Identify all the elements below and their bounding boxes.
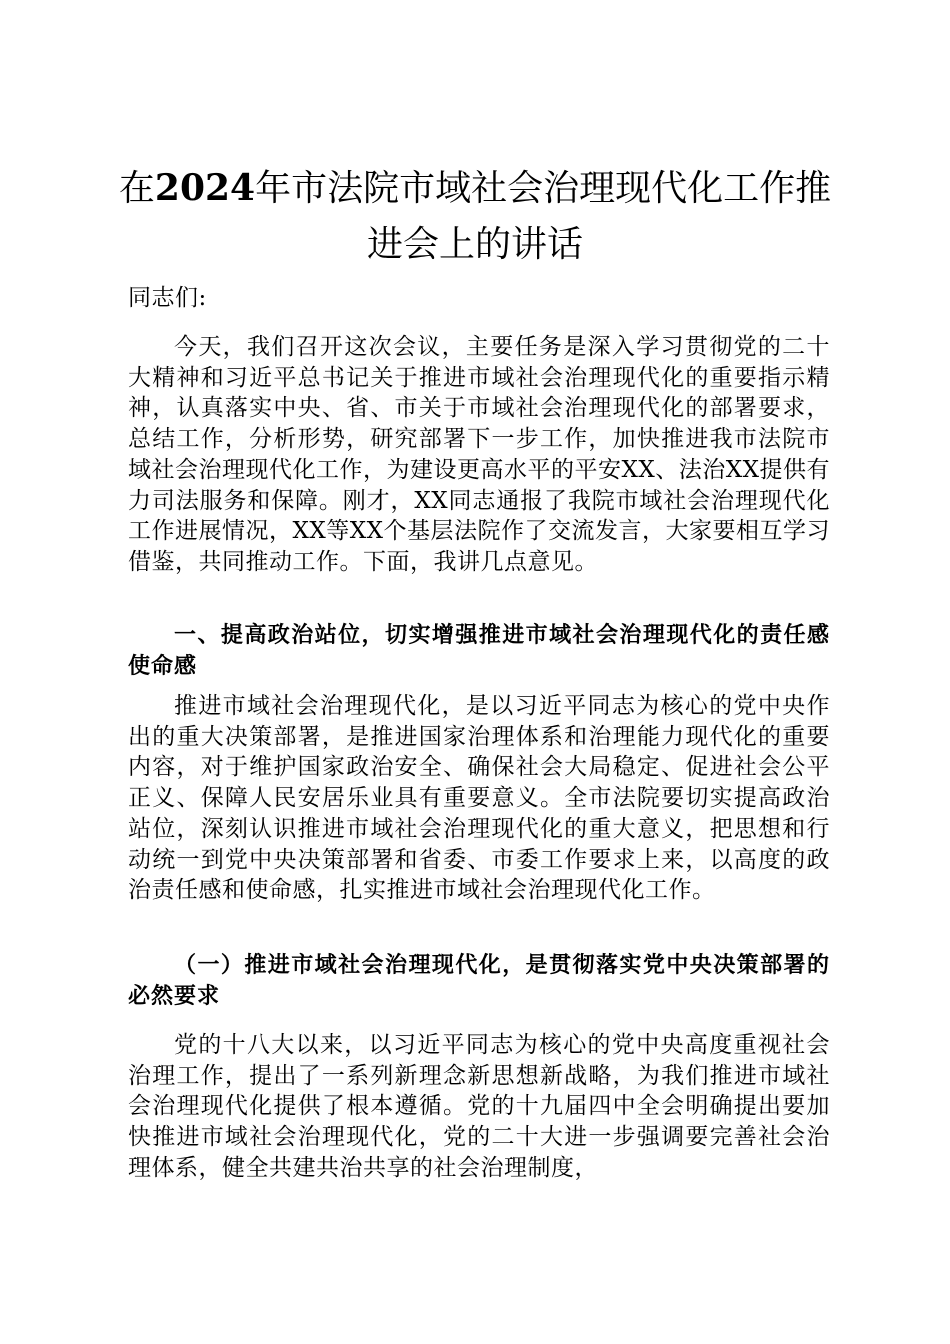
subsection-heading-1: （一）推进市域社会治理现代化，是贯彻落实党中央决策部署的必然要求: [128, 953, 830, 1009]
paragraph-opening: 今天，我们召开这次会议，主要任务是深入学习贯彻党的二十大精神和习近平总书记关于推进市域社会治理现代化的重要指示精神，认真落实中央、省、市关于市域社会治理现代化的部署要求，总结工作，分析形势，研究部署下一步工作，加快推进我市法院市域社会治理现代化工作，为建设更高水平的平安XX、法治XX提供有力司法服务和保障。刚才，XX同志通报了我院市域社会治理现代化工作进展情况，XX等XX个基层法院作了交流发言，大家要相互学习借鉴，共同推动工作。下面，我讲几点意见。: [128, 334, 830, 575]
paragraph-subsection-1: 党的十八大以来，以习近平同志为核心的党中央高度重视社会治理工作，提出了一系列新理念新思想新战略，为我们推进市域社会治理现代化提供了根本遵循。党的十九届四中全会明确提出要加快推进市域社会治理现代化，党的二十大进一步强调要完善社会治理体系，健全共建共治共享的社会治理制度，: [128, 1032, 830, 1181]
title-year: 2024: [154, 167, 256, 209]
section-heading-1: 一、提高政治站位，切实增强推进市域社会治理现代化的责任感使命感: [128, 623, 830, 679]
paragraph-section-1: 推进市域社会治理现代化，是以习近平同志为核心的党中央作出的重大决策部署，是推进国家治理体系和治理能力现代化的重要内容，对于维护国家政治安全、确保社会大局稳定、促进社会公平正义、保障人民安居乐业具有重要意义。全市法院要切实提高政治站位，深刻认识推进市域社会治理现代化的重大意义，把思想和行动统一到党中央决策部署和省委、市委工作要求上来，以高度的政治责任感和使命感，扎实推进市域社会治理现代化工作。: [128, 693, 830, 904]
document-title: [110, 160, 840, 273]
title-prefix: 在: [118, 168, 155, 209]
title-suffix: 年市法院市域社会治理现代化工作推进会上的讲话: [255, 168, 832, 265]
salutation: 同志们:: [128, 285, 207, 311]
